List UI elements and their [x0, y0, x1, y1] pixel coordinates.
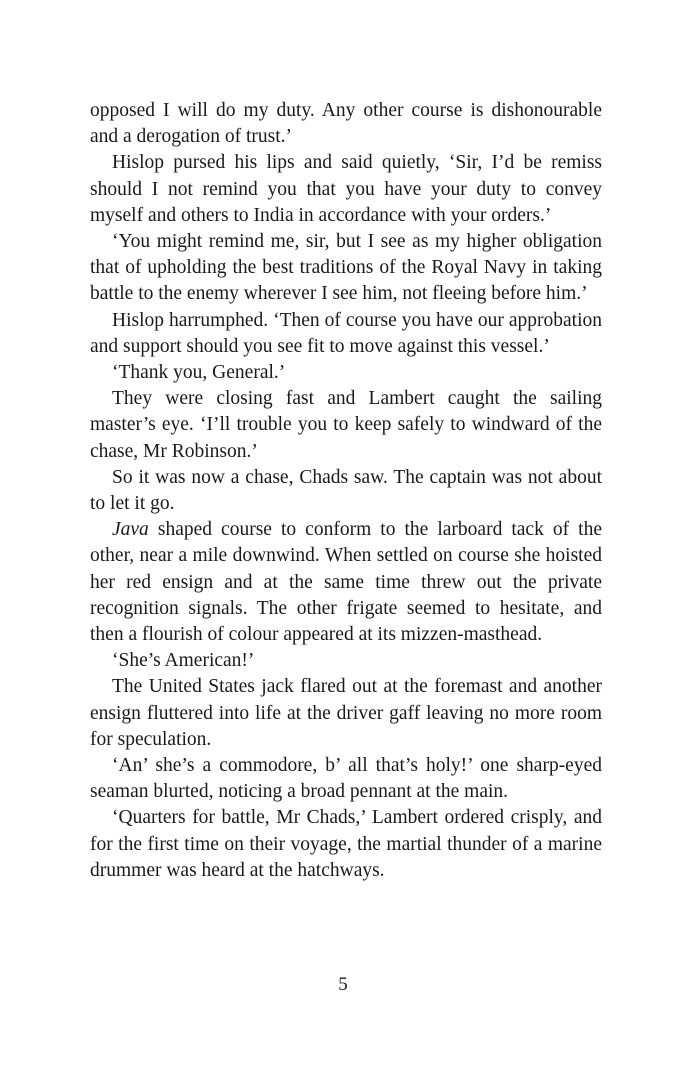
paragraph-4: Hislop harrumphed. ‘Then of course you have our approbation and support should you see fit to move against this vessel.’	[90, 309, 602, 357]
page-number: 5	[338, 974, 348, 995]
paragraph-8-body: shaped course to conform to the larboard tack of the other, near a mile downwind. When settled on course she hoisted her red ensign and at the same time threw out the private recognition signals. The other frigate seemed to hesitate, and then a flourish of colour appeared at its mizzen-masthead.	[90, 519, 602, 646]
paragraph-1: opposed I will do my duty. Any other course is dishonourable and a derogation of trust.’	[90, 100, 602, 148]
paragraph-10: The United States jack flared out at the foremast and another ensign fluttered into life at the driver gaff leaving no more room for speculation.	[90, 676, 602, 750]
paragraph-11: ‘An’ she’s a commodore, b’ all that’s holy!’ one sharp-eyed seaman blurted, noticing a broad pennant at the main.	[90, 755, 602, 803]
book-page-text	[90, 98, 602, 884]
paragraph-3: ‘You might remind me, sir, but I see as my higher obligation that of upholding the best traditions of the Royal Navy in taking battle to the enemy wherever I see him, not fleeing before him.’	[90, 231, 602, 305]
paragraph-8	[90, 517, 602, 648]
paragraph-9: ‘She’s American!’	[112, 650, 255, 672]
paragraph-5: ‘Thank you, General.’	[112, 362, 286, 384]
paragraph-6: They were closing fast and Lambert caught the sailing master’s eye. ‘I’ll trouble you to keep safely to windward of the chase, Mr Robinson.’	[90, 388, 602, 462]
paragraph-7: So it was now a chase, Chads saw. The captain was not about to let it go.	[90, 466, 602, 515]
paragraph-2: Hislop pursed his lips and said quietly, ‘Sir, I’d be remiss should I not remind you that you have your duty to convey myself and others to India in accordance with your orders.’	[90, 152, 602, 226]
paragraph-12: ‘Quarters for battle, Mr Chads,’ Lambert ordered crisply, and for the first time on their voyage, the martial thunder of a marine drummer was heard at the hatchways.	[90, 807, 602, 881]
ship-name-italic: Java	[112, 519, 149, 541]
